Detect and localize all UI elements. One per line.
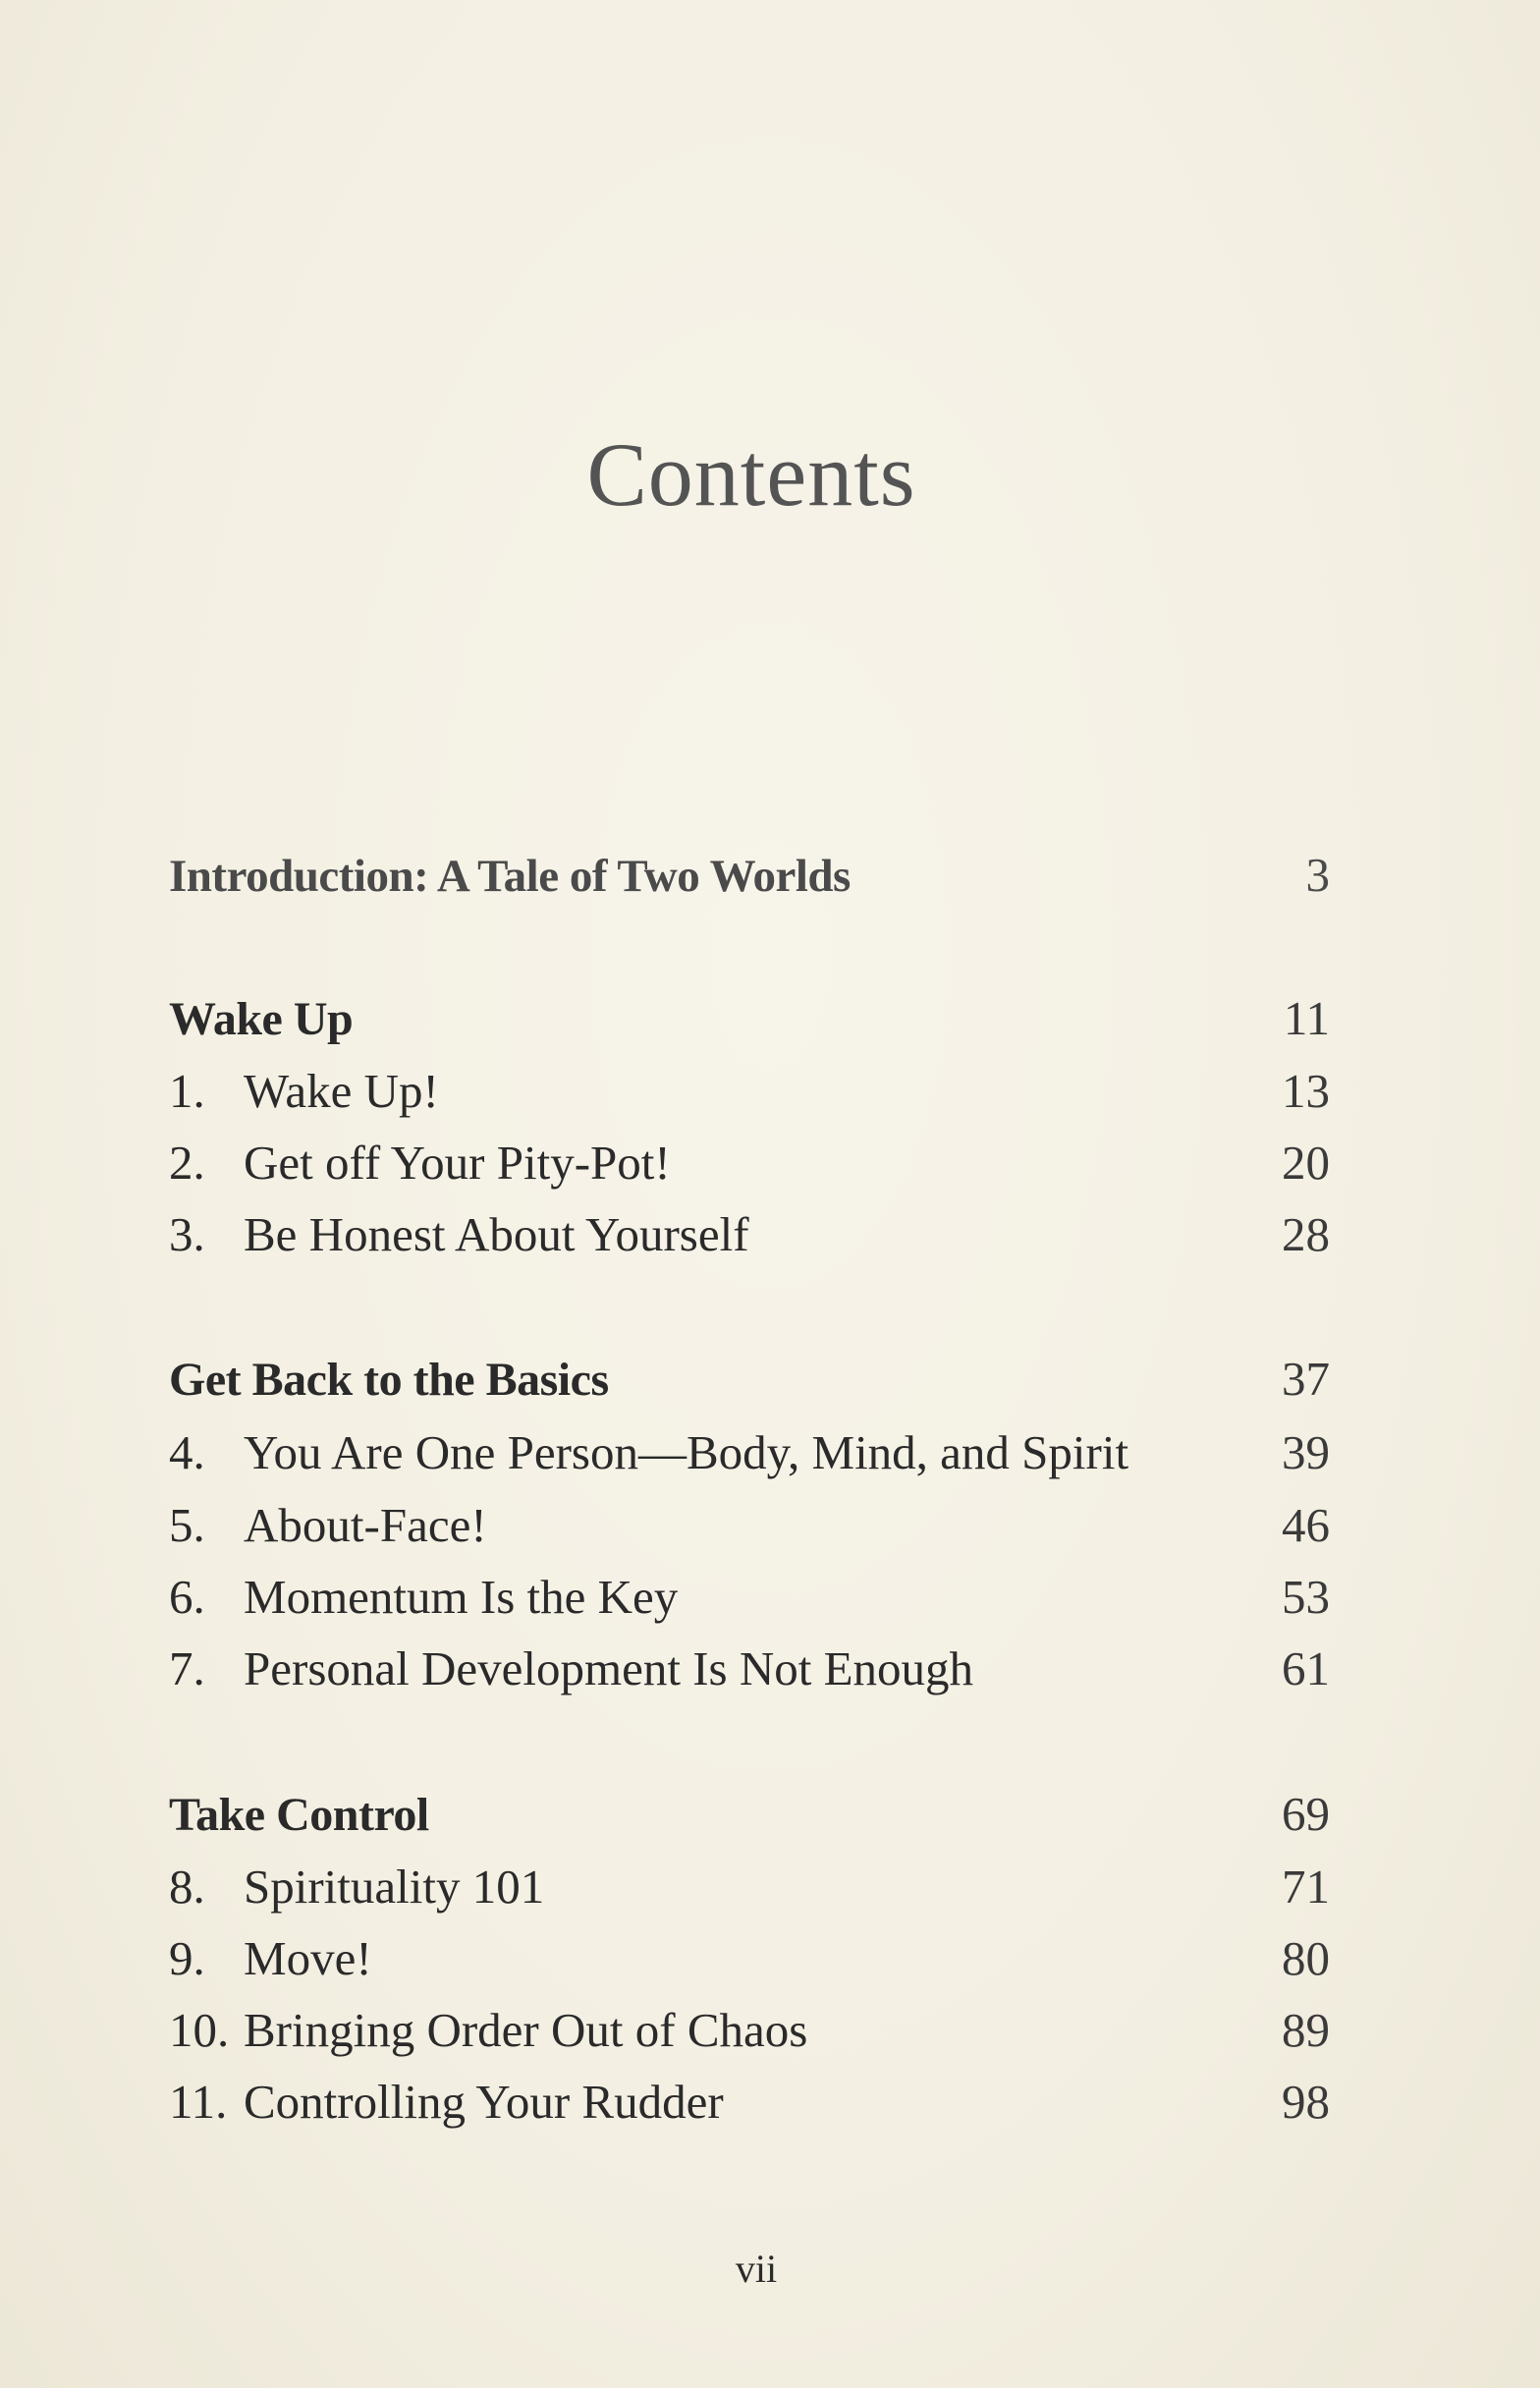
toc-chapter-entry	[169, 1640, 1338, 1709]
toc-entry-label: Wake Up!	[244, 1064, 439, 1118]
toc-chapter-number: 6.	[169, 1570, 205, 1624]
toc-entry-label: Bringing Order Out of Chaos	[244, 2003, 808, 2057]
toc-page-number: 53	[1282, 1570, 1330, 1624]
toc-page-number: 11	[1283, 991, 1330, 1045]
toc-intro-entry	[169, 847, 1338, 916]
toc-entry-label: You Are One Person—Body, Mind, and Spirit	[244, 1425, 1129, 1479]
toc-page-number: 37	[1282, 1352, 1330, 1406]
toc-entry-label: Personal Development Is Not Enough	[244, 1641, 974, 1695]
toc-chapter-entry	[169, 1424, 1338, 1493]
toc-entry-label: Controlling Your Rudder	[244, 2075, 724, 2129]
toc-entry-label: About-Face!	[244, 1498, 487, 1552]
toc-chapter-number: 9.	[169, 1931, 205, 1985]
page-title: Contents	[586, 424, 916, 525]
toc-part-heading	[169, 1786, 1338, 1855]
toc-page-number: 46	[1282, 1498, 1330, 1552]
toc-page-number: 71	[1282, 1860, 1330, 1914]
toc-entry-label: Get off Your Pity-Pot!	[244, 1136, 671, 1190]
toc-part-title: Get Back to the Basics	[169, 1354, 609, 1406]
page-folio: vii	[735, 2247, 778, 2291]
toc-chapter-entry	[169, 2002, 1338, 2071]
toc-page-number: 98	[1282, 2075, 1330, 2129]
toc-chapter-entry	[169, 1135, 1338, 1203]
toc-entry-label: Spirituality 101	[244, 1860, 545, 1914]
toc-part-heading	[169, 1351, 1338, 1419]
toc-entry-label: Move!	[244, 1931, 372, 1985]
toc-chapter-number: 8.	[169, 1860, 205, 1914]
toc-page-number: 39	[1282, 1425, 1330, 1479]
toc-chapter-number: 3.	[169, 1207, 205, 1261]
toc-chapter-entry	[169, 2074, 1338, 2142]
toc-part-title: Wake Up	[169, 993, 354, 1045]
toc-chapter-number: 7.	[169, 1641, 205, 1695]
toc-chapter-entry	[169, 1569, 1338, 1638]
toc-page-number: 80	[1282, 1931, 1330, 1985]
toc-chapter-number: 1.	[169, 1064, 205, 1118]
toc-entry-label: Introduction: A Tale of Two Worlds	[169, 851, 851, 902]
toc-page-number: 13	[1282, 1064, 1330, 1118]
toc-chapter-number: 2.	[169, 1136, 205, 1190]
toc-chapter-entry	[169, 1206, 1338, 1275]
toc-chapter-number: 10.	[169, 2003, 230, 2057]
toc-chapter-number: 4.	[169, 1425, 205, 1479]
toc-page-number: 69	[1282, 1787, 1330, 1841]
toc-chapter-number: 5.	[169, 1498, 205, 1552]
toc-chapter-entry	[169, 1497, 1338, 1566]
toc-page-number: 20	[1282, 1136, 1330, 1190]
toc-entry-label: Be Honest About Yourself	[244, 1207, 749, 1261]
toc-chapter-entry	[169, 1930, 1338, 1999]
toc-page-number: 61	[1282, 1641, 1330, 1695]
toc-part-heading	[169, 990, 1338, 1059]
toc-entry-label: Momentum Is the Key	[244, 1570, 679, 1624]
toc-chapter-number: 11.	[169, 2075, 228, 2129]
toc-chapter-entry	[169, 1859, 1338, 1927]
toc-chapter-entry	[169, 1063, 1338, 1132]
toc-part-title: Take Control	[169, 1789, 429, 1841]
toc-page-number: 3	[1305, 848, 1330, 902]
toc-page-number: 89	[1282, 2003, 1330, 2057]
toc-page-number: 28	[1282, 1207, 1330, 1261]
